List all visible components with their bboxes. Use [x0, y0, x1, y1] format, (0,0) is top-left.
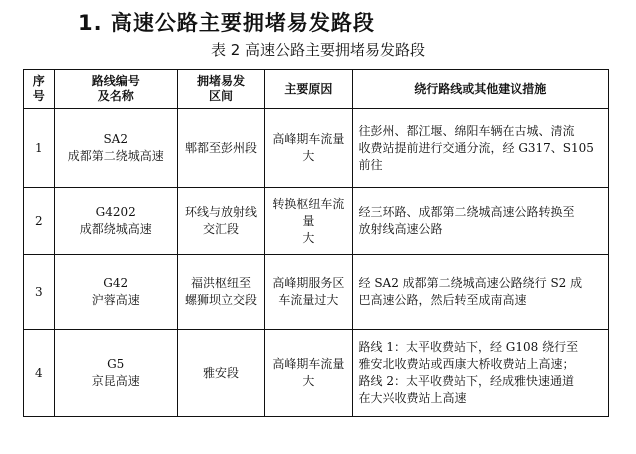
route-name: 成都第二绕城高速: [67, 149, 164, 163]
route-name: 沪蓉高速: [91, 293, 140, 307]
cell-cause: 高峰期服务区 车流量过大: [265, 255, 352, 330]
cell-section: 福洪枢纽至 螺狮坝立交段: [177, 255, 264, 330]
cell-route: [54, 255, 177, 330]
cell-section: 郫都至彭州段: [177, 109, 264, 188]
header-no: 序 号: [24, 70, 55, 109]
cell-advice: 往彭州、都江堰、绵阳车辆在古城、清流 收费站提前进行交通分流，经 G317、S105 前往: [352, 109, 609, 188]
cell-section: 环线与放射线 交汇段: [177, 188, 264, 255]
table-row: [24, 109, 609, 188]
congestion-table: [23, 69, 609, 417]
cell-section: 雅安段: [177, 330, 264, 417]
cell-route: [54, 188, 177, 255]
cell-advice: 路线 1：太平收费站下，经 G108 绕行至 雅安北收费站或西康大桥收费站上高速； 路线 2：太平收费站下，经成雅快速通道 在大兴收费站上高速: [352, 330, 609, 417]
table-row: [24, 330, 609, 417]
route-code: G4202: [95, 205, 136, 219]
cell-cause: 高峰期车流量大: [265, 330, 352, 417]
route-name: 京昆高速: [91, 374, 140, 388]
cell-route: [54, 109, 177, 188]
route-code: SA2: [103, 132, 128, 146]
cell-no: 1: [24, 109, 55, 188]
cell-advice: 经三环路、成都第二绕城高速公路转换至 放射线高速公路: [352, 188, 609, 255]
header-cause: 主要原因: [265, 70, 352, 109]
cell-no: 4: [24, 330, 55, 417]
table-row: [24, 188, 609, 255]
section-heading: 1. 高速公路主要拥堵易发路段: [78, 11, 375, 35]
table-row: [24, 255, 609, 330]
cell-no: 3: [24, 255, 55, 330]
cell-no: 2: [24, 188, 55, 255]
cell-cause: 高峰期车流量大: [265, 109, 352, 188]
header-route: 路线编号 及名称: [54, 70, 177, 109]
table-header-row: [24, 70, 609, 109]
route-code: G5: [107, 357, 125, 371]
cell-route: [54, 330, 177, 417]
header-section: 拥堵易发 区间: [177, 70, 264, 109]
route-code: G42: [103, 276, 129, 290]
header-advice: 绕行路线或其他建议措施: [352, 70, 609, 109]
cell-cause: 转换枢纽车流量 大: [265, 188, 352, 255]
cell-advice: 经 SA2 成都第二绕城高速公路绕行 S2 成 巴高速公路，然后转至成南高速: [352, 255, 609, 330]
route-name: 成都绕城高速: [79, 222, 152, 236]
table-caption: 表 2 高速公路主要拥堵易发路段: [210, 41, 426, 59]
